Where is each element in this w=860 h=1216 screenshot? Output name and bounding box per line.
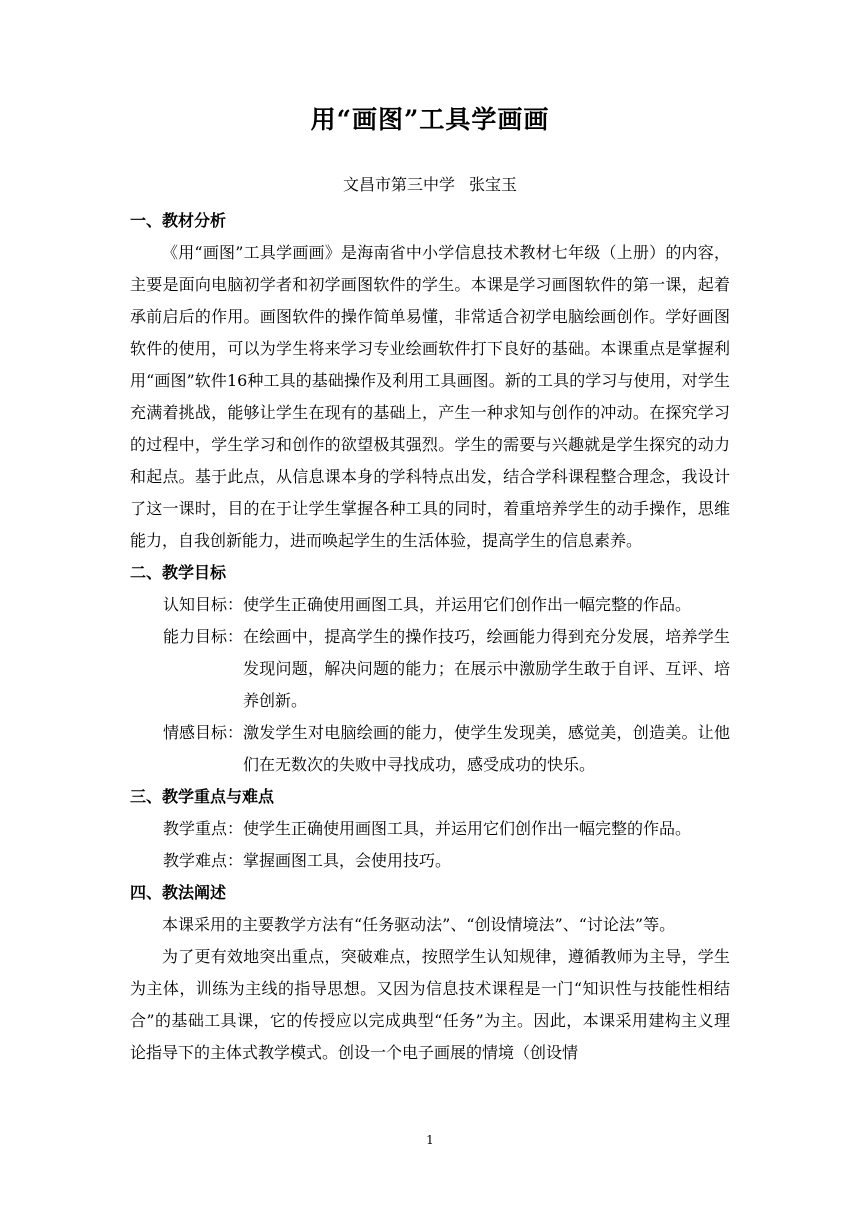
goal-cognitive (130, 589, 730, 621)
key-point-line: 教学重点：使学生正确使用画图工具，并运用它们创作出一幅完整的作品。 (163, 819, 692, 838)
page-number: 1 (426, 1133, 434, 1147)
goal-text: 激发学生对电脑绘画的能力，使学生发现美，感觉美，创造美。让他们在无数次的失败中寻找成功，感受成功的快乐。 (243, 723, 730, 774)
section-heading-teaching-methods: 四、教法阐述 (130, 883, 227, 902)
goal-text: 在绘画中，提高学生的操作技巧，绘画能力得到充分发展，培养学生发现问题，解决问题的能力；在展示中激励学生敢于自评、互评、培养创新。 (243, 627, 730, 710)
section-heading-teaching-material: 一、教材分析 (130, 211, 227, 230)
teaching-material-paragraph: 《用“画图”工具学画画》是海南省中小学信息技术教材七年级（上册）的内容，主要是面向电脑初学者和初学画图软件的学生。本课是学习画图软件的第一课，起着承前启后的作用。画图软件的操作简单易懂，非常适合初学电脑绘画创作。学好画图软件的使用，可以为学生将来学习专业绘画软件打下良好的基础。本课重点是掌握利用“画图”软件16种工具的基础操作及利用工具画图。新的工具的学习与使用，对学生充满着挑战，能够让学生在现有的基础上，产生一种求知与创作的冲动。在探究学习的过程中，学生学习和创作的欲望极其强烈。学生的需要与兴趣就是学生探究的动力和起点。基于此点，从信息课本身的学科特点出发，结合学科课程整合理念，我设计了这一课时，目的在于让学生掌握各种工具的同时，着重培养学生的动手操作，思维能力，自我创新能力，进而唤起学生的生活体验，提高学生的信息素养。 (130, 243, 730, 550)
document-title: 用“画图”工具学画画 (310, 105, 550, 134)
teaching-methods-paragraph-1: 本课采用的主要教学方法有“任务驱动法”、“创设情境法”、“讨论法”等。 (162, 915, 676, 934)
teaching-methods-paragraph-2: 为了更有效地突出重点，突破难点，按照学生认知规律，遵循教师为主导，学生为主体，训练为主线的指导思想。又因为信息技术课程是一门“知识性与技能性相结合”的基础工具课，它的传授应以完成典型“任务”为主。因此，本课采用建构主义理论指导下的主体式教学模式。创设一个电子画展的情境（创设情 (130, 947, 730, 1062)
goal-emotional (130, 717, 730, 781)
author-name: 张宝玉 (469, 175, 518, 194)
goal-label: 认知目标： (163, 595, 244, 614)
goal-label: 情感目标： (163, 723, 244, 742)
section-heading-teaching-goals: 二、教学目标 (130, 563, 227, 582)
author-line (0, 171, 860, 199)
section-heading-key-points: 三、教学重点与难点 (130, 787, 275, 806)
goal-text: 使学生正确使用画图工具，并运用它们创作出一幅完整的作品。 (243, 595, 692, 614)
difficult-point-line: 教学难点：掌握画图工具，会使用技巧。 (163, 851, 452, 870)
document-body (130, 205, 730, 1069)
school-name: 文昌市第三中学 (342, 175, 455, 194)
goal-label: 能力目标： (163, 627, 244, 646)
goal-ability (130, 621, 730, 717)
